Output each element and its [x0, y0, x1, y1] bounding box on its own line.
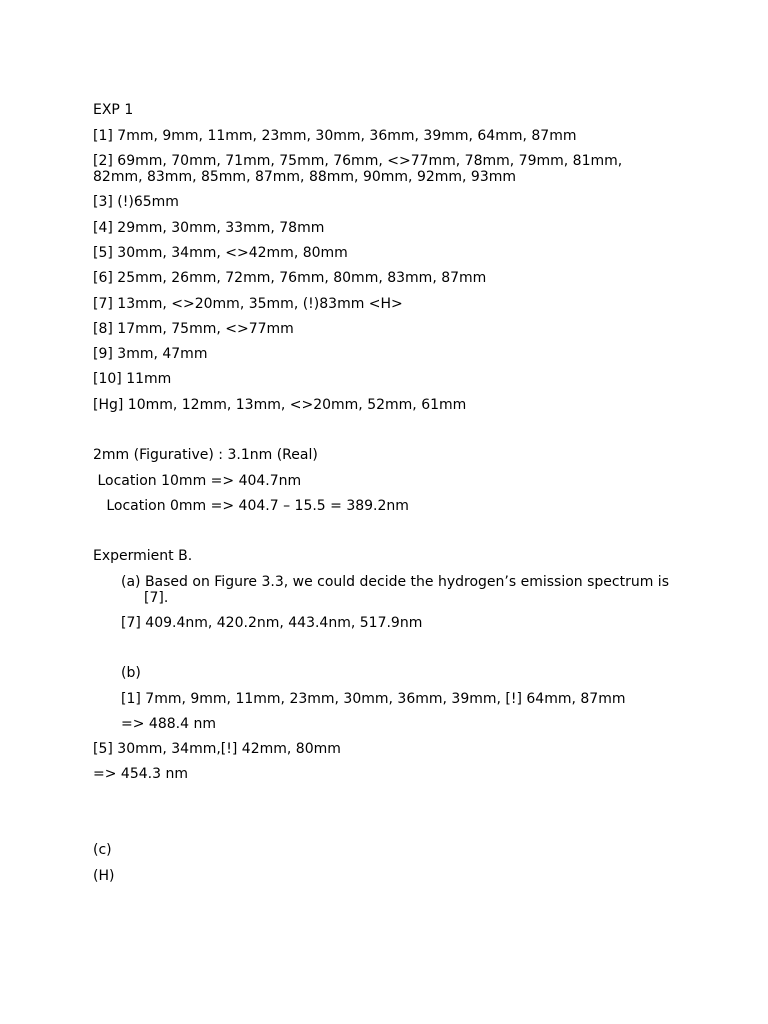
calibration-location-0: Location 0mm => 404.7 – 15.5 = 389.2nm — [93, 498, 409, 514]
expb-part-b-result-1: => 488.4 nm — [121, 716, 216, 732]
exp1-line-hg: [Hg] 10mm, 12mm, 13mm, <>20mm, 52mm, 61mm — [93, 397, 467, 413]
exp1-line-6: [6] 25mm, 26mm, 72mm, 76mm, 80mm, 83mm, 87mm — [93, 270, 487, 286]
exp1-line-7: [7] 13mm, <>20mm, 35mm, (!)83mm <H> — [93, 296, 403, 312]
expb-part-b-label: (b) — [121, 665, 141, 681]
exp1-line-9: [9] 3mm, 47mm — [93, 346, 208, 362]
calibration-ratio: 2mm (Figurative) : 3.1nm (Real) — [93, 447, 318, 463]
exp1-title: EXP 1 — [93, 102, 134, 118]
expb-part-b-result-2: => 454.3 nm — [93, 766, 188, 782]
exp1-line-5: [5] 30mm, 34mm, <>42mm, 80mm — [93, 245, 348, 261]
expb-title: Expermient B. — [93, 548, 193, 564]
expb-part-b-line-1: [1] 7mm, 9mm, 11mm, 23mm, 30mm, 36mm, 39mm, [!] 64mm, 87mm — [121, 691, 626, 707]
exp1-line-8: [8] 17mm, 75mm, <>77mm — [93, 321, 294, 337]
expb-part-a: (a) Based on Figure 3.3, we could decide the hydrogen’s emission spectrum is [7]. — [121, 574, 669, 606]
exp1-line-10: [10] 11mm — [93, 371, 172, 387]
exp1-line-1: [1] 7mm, 9mm, 11mm, 23mm, 30mm, 36mm, 39mm, 64mm, 87mm — [93, 128, 577, 144]
expb-part-b-line-2: [5] 30mm, 34mm,[!] 42mm, 80mm — [93, 741, 341, 757]
calibration-location-10: Location 10mm => 404.7nm — [93, 473, 302, 489]
exp1-line-4: [4] 29mm, 30mm, 33mm, 78mm — [93, 220, 325, 236]
exp1-line-3: [3] (!)65mm — [93, 194, 179, 210]
expb-part-h-label: (H) — [93, 868, 115, 884]
expb-part-a-values: [7] 409.4nm, 420.2nm, 443.4nm, 517.9nm — [121, 615, 423, 631]
exp1-line-2: [2] 69mm, 70mm, 71mm, 75mm, 76mm, <>77mm, 78mm, 79mm, 81mm, 82mm, 83mm, 85mm, 87mm, 88mm, 90mm, 92mm, 93mm — [93, 153, 623, 185]
expb-part-c-label: (c) — [93, 842, 112, 858]
